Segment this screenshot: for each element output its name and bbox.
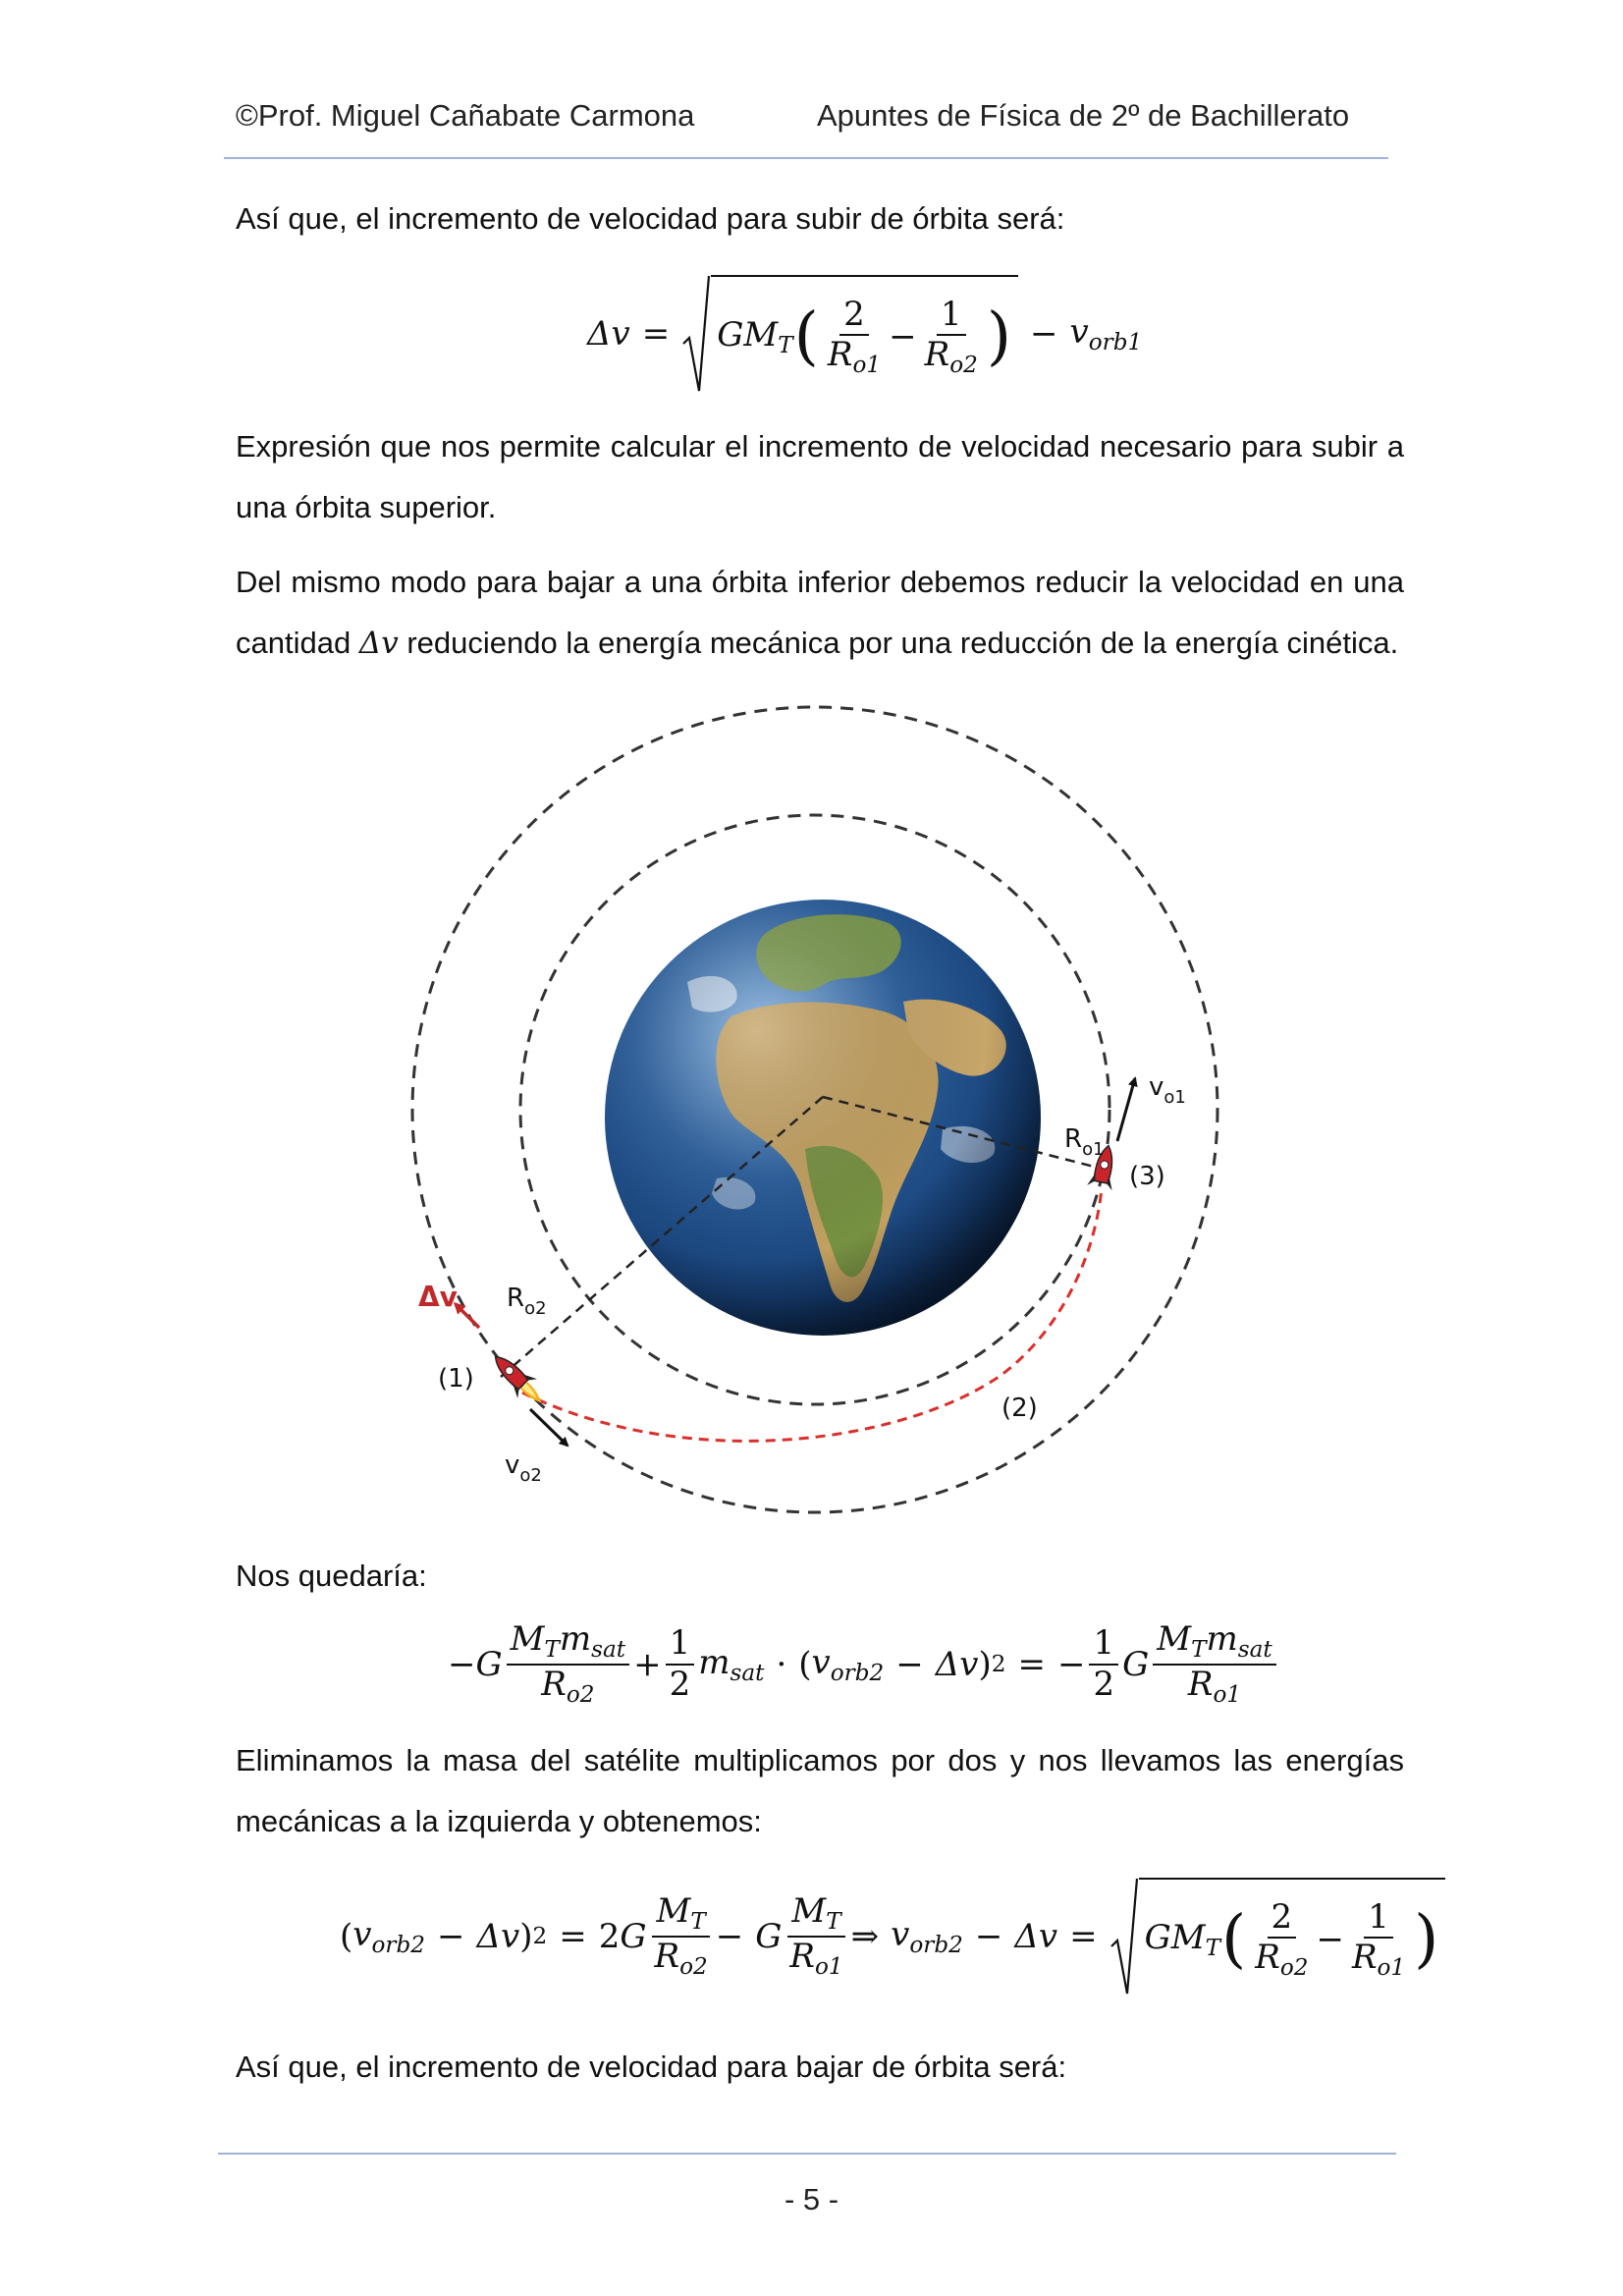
label-delta-v: Δv bbox=[418, 1281, 458, 1313]
paragraph-intro-raise: Así que, el incremento de velocidad para subir de órbita será: bbox=[236, 201, 1065, 236]
footer-rule bbox=[218, 2153, 1396, 2155]
paragraph-lower-orbit-text-a: Del mismo modo para bajar a una órbita inferior debemos reducir la velocidad en una cantidad bbox=[236, 565, 1404, 660]
orbit-transfer-diagram bbox=[393, 687, 1237, 1532]
label-step-3: (3) bbox=[1129, 1162, 1165, 1191]
velocity-arrow-vo1 bbox=[1117, 1078, 1135, 1141]
paragraph-lower-orbit bbox=[236, 552, 1404, 674]
delta-v-arrow bbox=[456, 1304, 479, 1328]
paragraph-nos-quedaria: Nos quedaría: bbox=[236, 1558, 427, 1593]
paragraph-eliminate-mass: Eliminamos la masa del satélite multiplicamos por dos y nos llevamos las energías mecánicas a la izquierda y obtenemos: bbox=[236, 1743, 1404, 1838]
header-author: ©Prof. Miguel Cañabate Carmona bbox=[236, 98, 695, 133]
header-rule bbox=[224, 157, 1388, 159]
header-course: Apuntes de Física de 2º de Bachillerato bbox=[817, 98, 1350, 133]
equation-velocity-lower: ( $v_{orb2}$ − Δv ) 2 = 2 G $\frac{M_T}{R_{o2}}$ − G $\frac{M_T}{R_{o1}}$ ⇒ $v_{orb2}$ − Δv = $GM_T$ ( $\frac{2}{R_{o2}}$ − $\frac{1}{R_{o1}}$ ) bbox=[340, 1878, 1445, 1995]
velocity-arrow-vo2 bbox=[530, 1409, 568, 1446]
paragraph-expression-meaning: Expresión que nos permite calcular el incremento de velocidad necesario para subir a una órbita superior. bbox=[236, 429, 1404, 524]
label-vo1: $v_{o1}$ bbox=[1149, 1072, 1186, 1108]
sqrt-radical-2: $GM_T$ ( $\frac{2}{R_{o2}}$ − $\frac{1}{R_{o1}}$ ) bbox=[1109, 1878, 1446, 1995]
radical-sign-icon-2 bbox=[1109, 1878, 1139, 1995]
label-ro2: $R_{o2}$ bbox=[507, 1284, 547, 1319]
label-vo2: $v_{o2}$ bbox=[505, 1450, 542, 1486]
page-number: - 5 - bbox=[784, 2182, 839, 2216]
radical-sign-icon bbox=[681, 275, 711, 393]
delta-v-symbol: Δ𝑣 bbox=[358, 626, 399, 661]
equation-energy-balance: − G $\frac{M_Tm_{sat}}{R_{o2}}$ + $\frac{1}{2}$ $m_{sat}$ · ( $v_{orb2}$ − Δv ) 2 = − $\frac{1}{2}$ G $\frac{M_Tm_{sat}}{R_{o1}}$ bbox=[448, 1620, 1280, 1708]
paragraph-intro-lower: Así que, el incremento de velocidad para bajar de órbita será: bbox=[236, 2050, 1067, 2084]
label-step-1: (1) bbox=[438, 1364, 474, 1394]
equation-delta-v-raise: Δv = $GM_T$ ( $\frac{2}{R_{o1}}$ − $\frac{1}{R_{o2}}$ ) − $v_{orb1}$ bbox=[587, 275, 1142, 393]
sqrt-radical: $GM_T$ ( $\frac{2}{R_{o1}}$ − $\frac{1}{R_{o2}}$ ) bbox=[681, 275, 1018, 393]
earth-globe-icon bbox=[605, 900, 1041, 1336]
rocket-icon-position-1 bbox=[486, 1347, 551, 1412]
label-ro1: $R_{o1}$ bbox=[1064, 1124, 1105, 1160]
paragraph-lower-orbit-text-b: reduciendo la energía mecánica por una reducción de la energía cinética. bbox=[398, 626, 1399, 660]
label-step-2: (2) bbox=[1001, 1394, 1038, 1423]
